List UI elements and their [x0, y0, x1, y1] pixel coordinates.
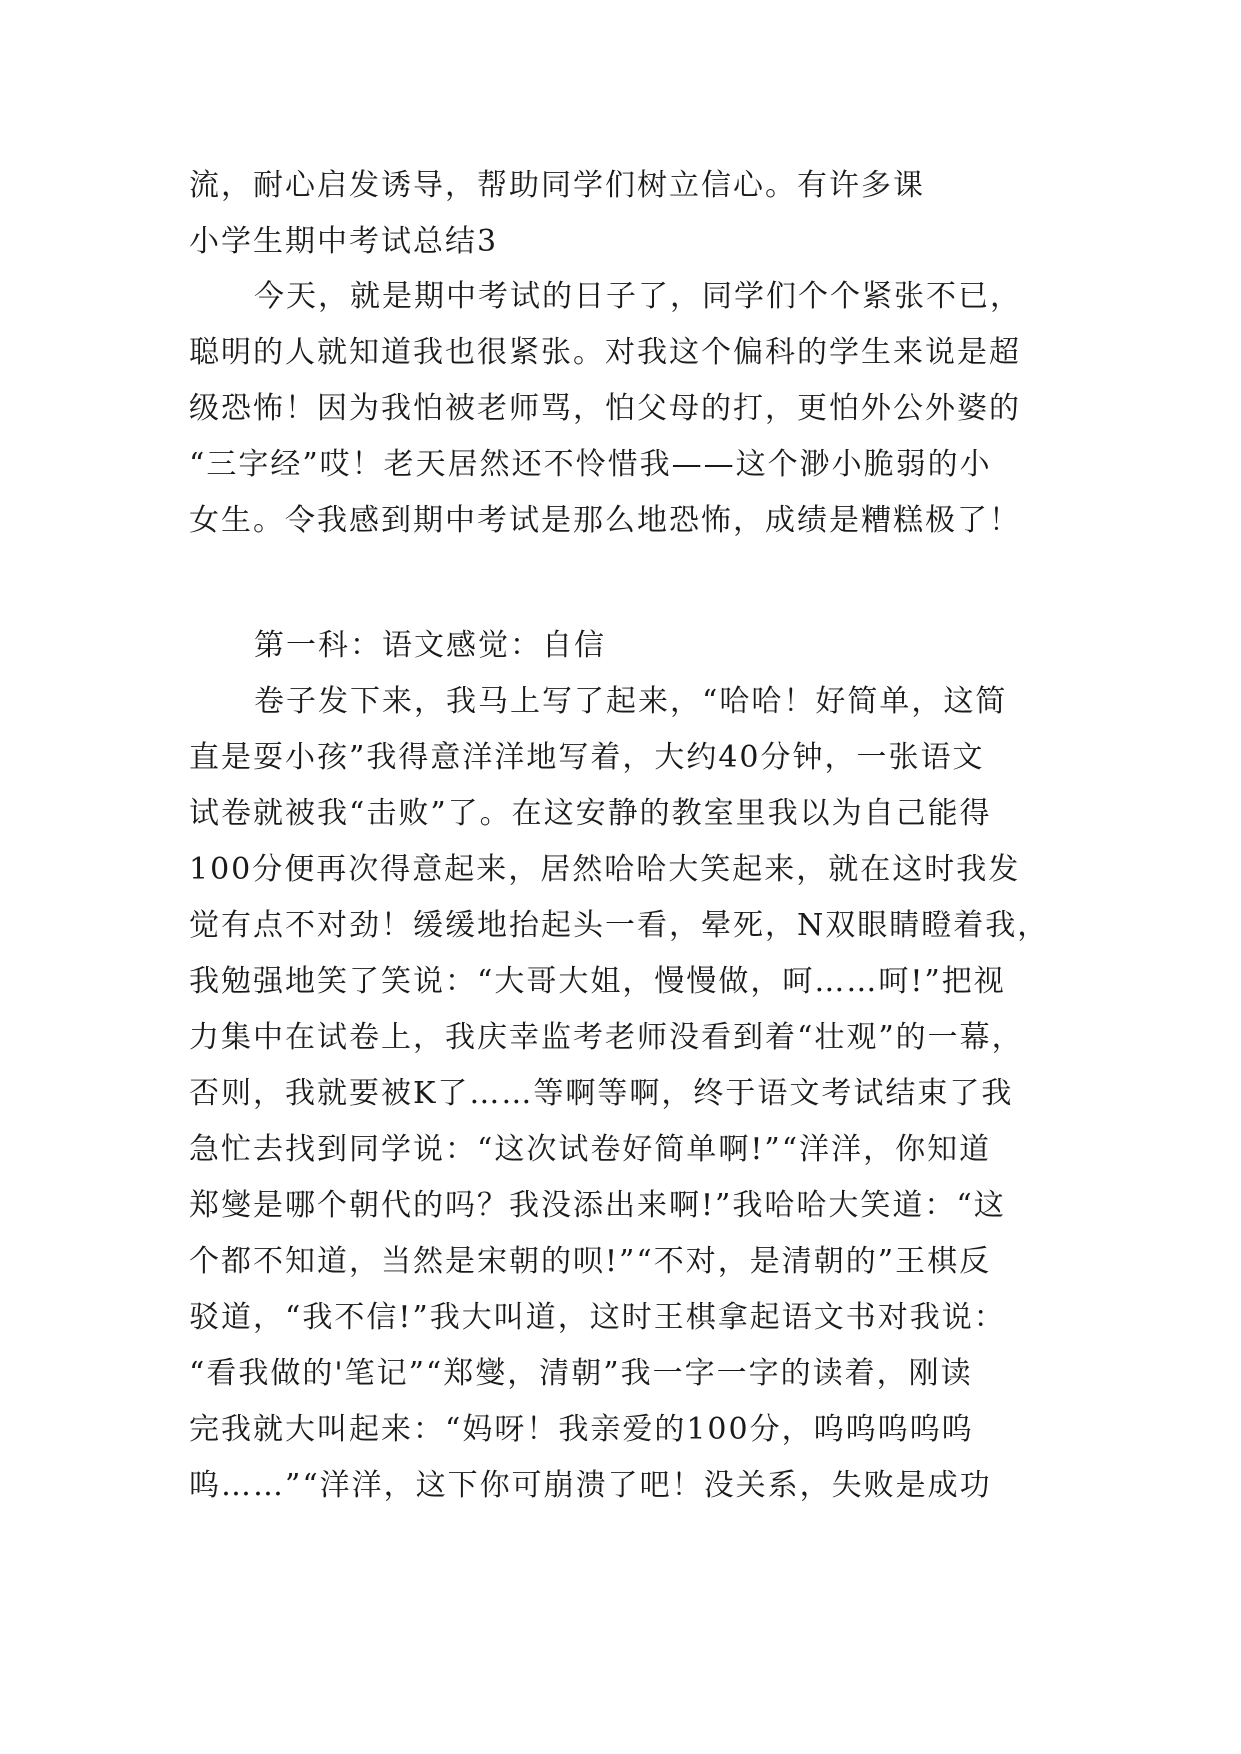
text-line: “看我做的'笔记”“郑燮，清朝”我一字一字的读着，刚读	[189, 1356, 973, 1391]
text-line: 聪明的人就知道我也很紧张。对我这个偏科的学生来说是超	[189, 335, 1021, 370]
text-line: 力集中在试卷上，我庆幸监考老师没看到着“壮观”的一幕，	[189, 1020, 1024, 1055]
text-line: 完我就大叫起来：“妈呀！我亲爱的100分，呜呜呜呜呜	[189, 1412, 974, 1447]
text-line: 驳道，“我不信!”我大叫道，这时王棋拿起语文书对我说：	[189, 1300, 1006, 1335]
text-line: 急忙去找到同学说：“这次试卷好简单啊!”“洋洋，你知道	[189, 1132, 992, 1167]
text-line: 流，耐心启发诱导，帮助同学们树立信心。有许多课	[189, 168, 925, 203]
section-heading: 小学生期中考试总结3	[189, 224, 499, 259]
text-line: 否则，我就要被K了……等啊等啊，终于语文考试结束了我	[189, 1076, 1014, 1111]
text-line: 今天，就是期中考试的日子了，同学们个个紧张不已，	[254, 279, 1022, 314]
text-line: “三字经”哎！老天居然还不怜惜我——这个渺小脆弱的小	[189, 447, 992, 482]
text-line: 个都不知道，当然是宋朝的呗!”“不对，是清朝的”王棋反	[189, 1244, 992, 1279]
subheading-line: 第一科：语文感觉：自信	[254, 628, 606, 663]
text-line: 直是耍小孩”我得意洋洋地写着，大约40分钟，一张语文	[189, 740, 985, 775]
text-line: 我勉强地笑了笑说：“大哥大姐，慢慢做，呵……呵!”把视	[189, 964, 1006, 999]
text-line: 级恐怖！因为我怕被老师骂，怕父母的打，更怕外公外婆的	[189, 391, 1021, 426]
text-line: 100分便再次得意起来，居然哈哈大笑起来，就在这时我发	[189, 852, 1021, 887]
text-line: 郑燮是哪个朝代的吗？我没添出来啊!”我哈哈大笑道：“这	[189, 1188, 1006, 1223]
text-line: 呜……”“洋洋，这下你可崩溃了吧！没关系，失败是成功	[189, 1468, 992, 1503]
text-line: 女生。令我感到期中考试是那么地恐怖，成绩是糟糕极了！	[189, 503, 1021, 538]
text-line: 觉有点不对劲！缓缓地抬起头一看，晕死，N双眼睛瞪着我，	[189, 908, 1050, 943]
text-line: 试卷就被我“击败”了。在这安静的教室里我以为自己能得	[189, 796, 992, 831]
text-line: 卷子发下来，我马上写了起来，“哈哈！好简单，这简	[254, 684, 1008, 719]
